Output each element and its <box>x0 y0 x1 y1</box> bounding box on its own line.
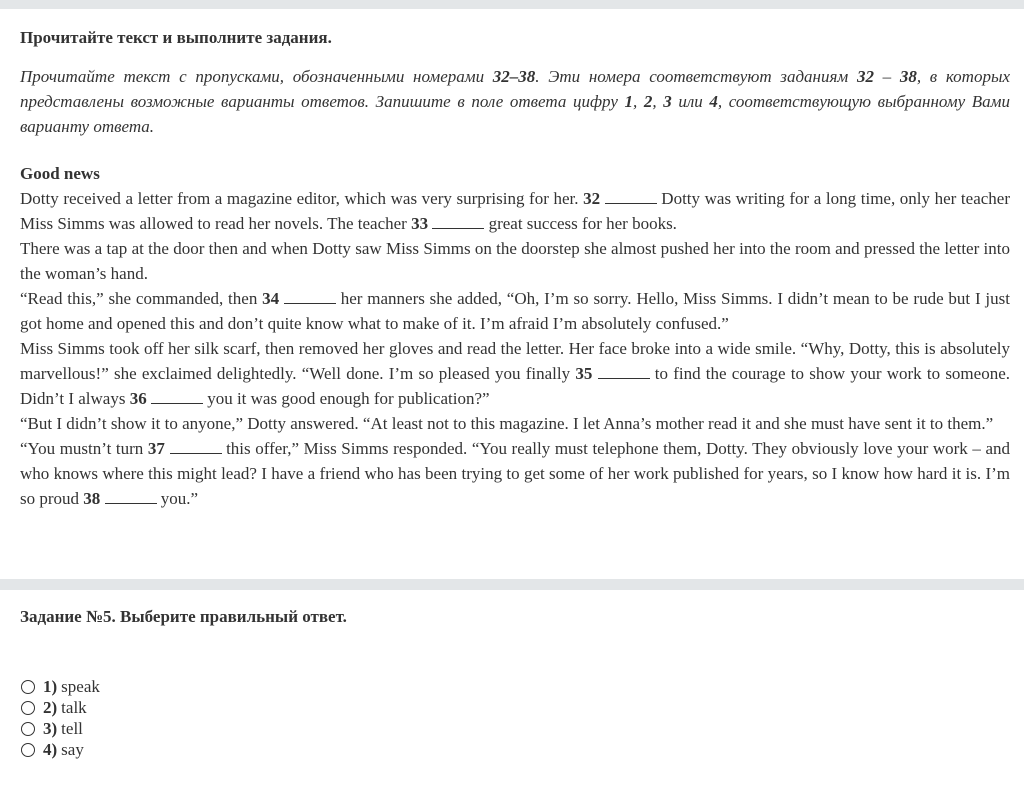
paragraph-text: great success for her books. <box>484 214 677 233</box>
gap-blank <box>284 289 336 304</box>
option-number: 1) <box>43 676 58 696</box>
instructions-text: или <box>671 92 710 111</box>
gap-number: 35 <box>575 364 593 383</box>
gap-blank <box>598 364 650 379</box>
paragraph-text: Dotty received a letter from a magazine editor, which was very surprising for her. <box>20 189 584 208</box>
paragraph-text: you.” <box>156 489 199 508</box>
paragraph-text: “Read this,” she commanded, then <box>20 289 263 308</box>
instructions-digit: 2 <box>643 92 653 111</box>
text-paragraph: “But I didn’t show it to anyone,” Dotty answered. “At least not to this magazine. I let Anna’s mother read it and she must have sent it to them.” <box>20 414 994 433</box>
paragraph-text: her manners she added, “Oh, I’m so sorry. Hello, Miss Simms. I didn’t mean to be rude but I just got home and opened this and don’t quite know what to make of it. I’m afraid I’m absolutely confused.” <box>20 289 1010 333</box>
instructions <box>20 64 1010 139</box>
option-number: 4) <box>43 739 58 759</box>
reading-section <box>20 27 1010 511</box>
option-label: talk <box>61 697 87 717</box>
instructions-text: , <box>632 92 644 111</box>
gap-number: 37 <box>147 439 165 458</box>
instructions-text: . Эти номера соответствуют заданиям <box>535 67 857 86</box>
instructions-digit: 3 <box>663 92 672 111</box>
text-paragraph <box>20 436 1010 511</box>
answer-option-4[interactable] <box>21 739 100 760</box>
option-number: 2) <box>43 697 58 717</box>
gap-number: 34 <box>262 289 280 308</box>
paragraph-text: to find the courage to show your work to someone. Didn’t I always <box>20 364 1010 408</box>
instructions-text: , соответствующую выбранному Вами варианту ответа. <box>20 92 1011 136</box>
answer-option-3[interactable] <box>21 718 100 739</box>
option-label: say <box>61 739 84 759</box>
text-paragraph <box>20 186 1010 236</box>
gap-blank <box>432 214 484 229</box>
option-label: speak <box>61 676 100 696</box>
instructions-text: Прочитайте текст с пропусками, обозначенными номерами <box>20 67 493 86</box>
paragraph-text: “You mustn’t turn <box>20 439 148 458</box>
instructions-digit: 1 <box>624 92 633 111</box>
gap-number: 38 <box>83 489 101 508</box>
instructions-number: 38 <box>899 67 917 86</box>
answer-options <box>21 676 100 760</box>
radio-button[interactable] <box>21 701 35 715</box>
instructions-text: , в которых представлены возможные варианты ответов. Запишите в поле ответа цифру <box>20 67 1011 111</box>
section-heading: Прочитайте текст и выполните задания. <box>20 28 332 47</box>
section-divider <box>0 579 1024 590</box>
paragraph-text: this offer,” Miss Simms responded. “You really must telephone them, Dotty. They obviously love your work – and who knows where this might lead? I have a friend who has been trying to get some of her work published for years, so I know how hard it is. I’m so proud <box>20 439 1011 508</box>
instructions-digit: 4 <box>709 92 718 111</box>
instructions-range: 32–38 <box>492 67 536 86</box>
gap-blank <box>151 389 203 404</box>
gap-number: 32 <box>583 189 601 208</box>
radio-button[interactable] <box>21 680 35 694</box>
radio-button[interactable] <box>21 722 35 736</box>
gap-blank <box>605 189 657 204</box>
text-title: Good news <box>20 164 100 183</box>
answer-option-1[interactable] <box>21 676 100 697</box>
text-paragraph: There was a tap at the door then and when Dotty saw Miss Simms on the doorstep she almost pushed her into the room and pressed the letter into the woman’s hand. <box>20 239 1010 283</box>
task-title: Задание №5. Выберите правильный ответ. <box>20 607 347 626</box>
answer-option-2[interactable] <box>21 697 100 718</box>
paragraph-text: Dotty was writing for a long time, only her teacher Miss Simms was allowed to read her novels. The teacher <box>20 189 1010 233</box>
top-divider <box>0 0 1024 9</box>
option-label: tell <box>61 718 83 738</box>
gap-number: 33 <box>411 214 429 233</box>
gap-blank <box>170 439 222 454</box>
text-paragraph <box>20 286 1010 336</box>
instructions-text: – <box>873 67 900 86</box>
paragraph-text: you it was good enough for publication?” <box>202 389 490 408</box>
gap-blank <box>105 489 157 504</box>
text-paragraph <box>20 336 1010 411</box>
instructions-number: 32 <box>856 67 874 86</box>
radio-button[interactable] <box>21 743 35 757</box>
option-number: 3) <box>43 718 58 738</box>
paragraph-text: Miss Simms took off her silk scarf, then removed her gloves and read the letter. Her face broke into a wide smile. “Why, Dotty, this is absolutely marvellous!” she exclaimed delightedly. “Well done. I’m so pleased you finally <box>20 339 1010 383</box>
gap-number: 36 <box>129 389 147 408</box>
instructions-text: , <box>652 92 664 111</box>
